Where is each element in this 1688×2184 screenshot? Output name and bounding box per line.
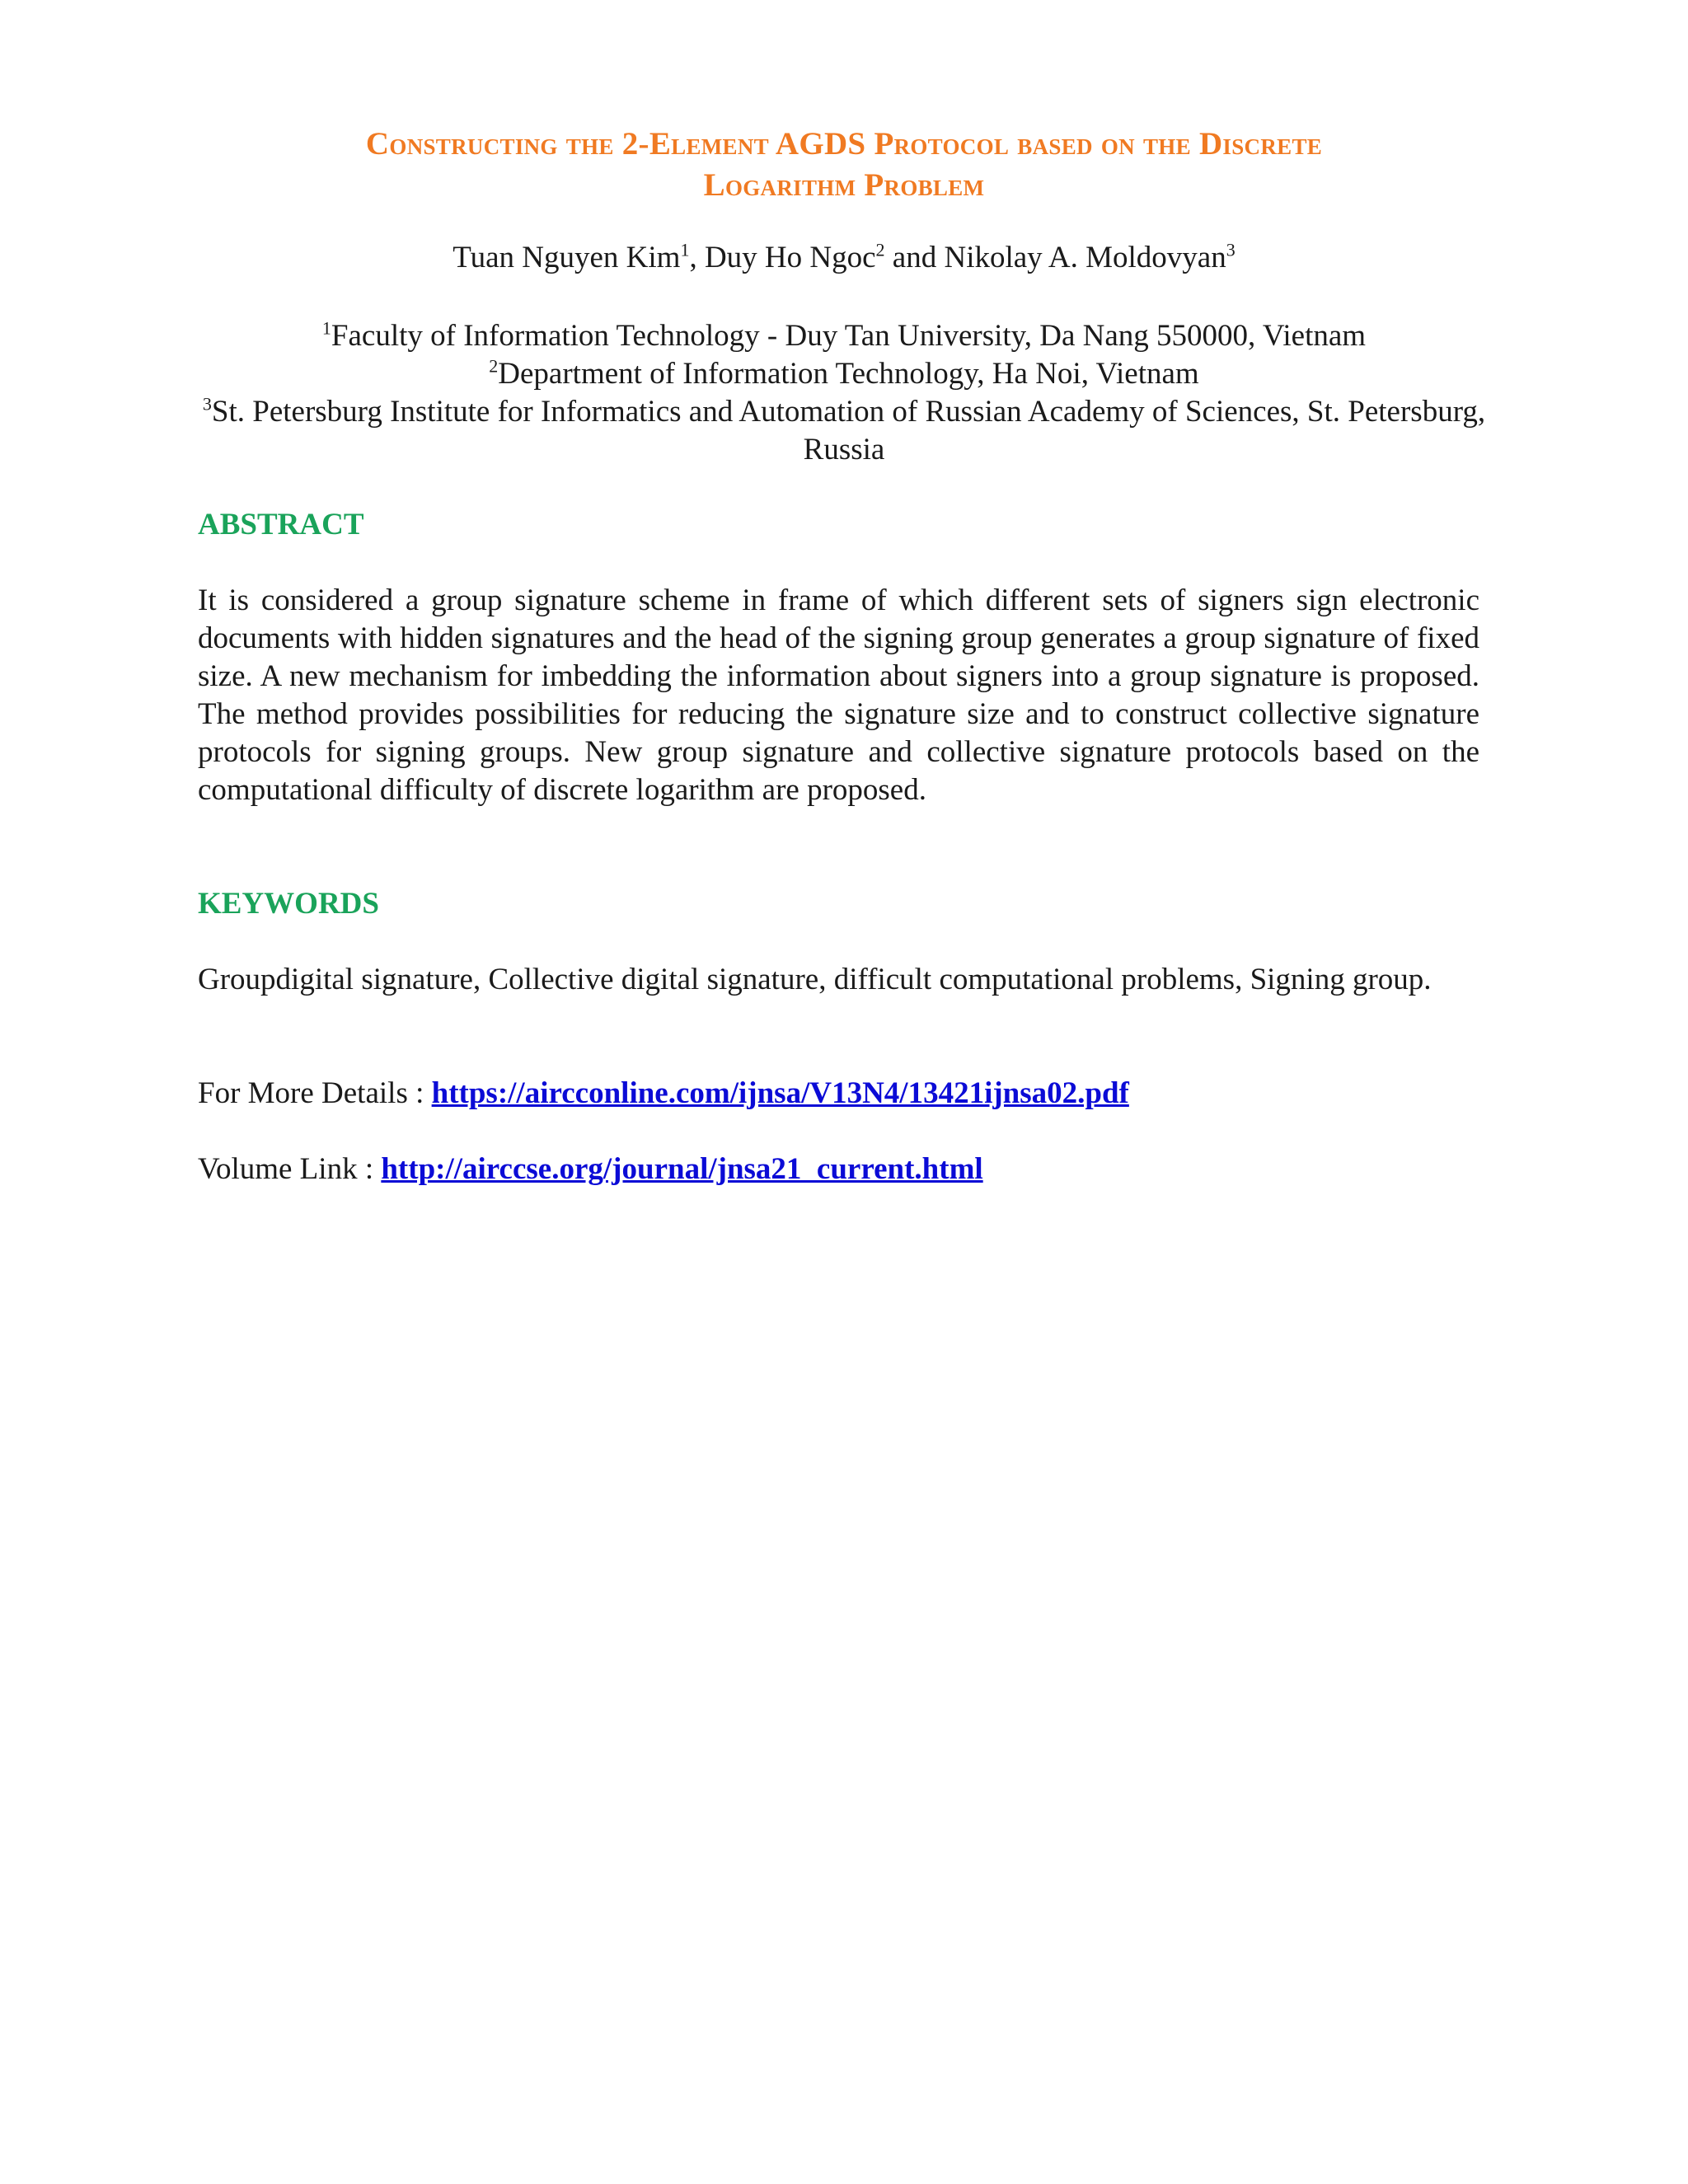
affiliation-text: Department of Information Technology, Ha Noi, Vietnam <box>498 357 1199 391</box>
affiliation-item <box>198 317 1490 355</box>
paper-title-line-2: Logarithm Problem <box>703 167 985 203</box>
keywords-body: Groupdigital signature, Collective digital signature, difficult computational problems, Signing group. <box>198 963 1432 996</box>
author-list <box>198 239 1490 277</box>
volume-link-label: Volume Link : <box>198 1152 382 1186</box>
affiliation-item <box>198 355 1490 393</box>
affiliation-marker: 3 <box>202 393 212 415</box>
keywords-heading: KEYWORDS <box>198 887 379 921</box>
author-affiliation-marker: 2 <box>875 239 885 260</box>
author-affiliation-marker: 3 <box>1226 239 1236 260</box>
more-details-label: For More Details : <box>198 1076 432 1110</box>
affiliation-marker: 2 <box>489 355 499 377</box>
affiliation-text: Faculty of Information Technology - Duy Tan University, Da Nang 550000, Vietnam <box>331 319 1367 353</box>
affiliation-item <box>198 393 1490 469</box>
author-name: Duy Ho Ngoc <box>704 241 876 274</box>
affiliation-list <box>198 317 1490 469</box>
abstract-heading: ABSTRACT <box>198 508 364 541</box>
author-separator: , <box>689 241 705 274</box>
abstract-body: It is considered a group signature scheme in frame of which different sets of signers sign electronic documents with hidden signatures and the head of the signing group generates a group signature of fixed size. A new mechanism for imbedding the information about signers into a group signature is proposed. The method provides possibilities for reducing the signature size and to construct collective signature protocols for signing groups. New group signature and collective signature protocols based on the computational difficulty of discrete logarithm are proposed. <box>198 583 1479 807</box>
author-affiliation-marker: 1 <box>680 239 690 260</box>
more-details-row <box>198 1075 1479 1113</box>
affiliation-marker: 1 <box>321 317 331 339</box>
author-name: Nikolay A. Moldovyan <box>944 241 1226 274</box>
more-details-link[interactable]: https://aircconline.com/ijnsa/V13N4/13421ijnsa02.pdf <box>431 1076 1129 1110</box>
volume-link[interactable]: http://airccse.org/journal/jnsa21_current.html <box>381 1152 983 1186</box>
affiliation-text: St. Petersburg Institute for Informatics and Automation of Russian Academy of Sciences, St. Petersburg, Russia <box>211 395 1486 466</box>
volume-link-row <box>198 1151 1479 1188</box>
author-separator: and <box>884 241 945 274</box>
author-name: Tuan Nguyen Kim <box>452 241 681 274</box>
paper-title <box>198 124 1490 206</box>
paper-title-line-1: Constructing the 2-Element AGDS Protocol based on the Discrete <box>365 126 1323 162</box>
